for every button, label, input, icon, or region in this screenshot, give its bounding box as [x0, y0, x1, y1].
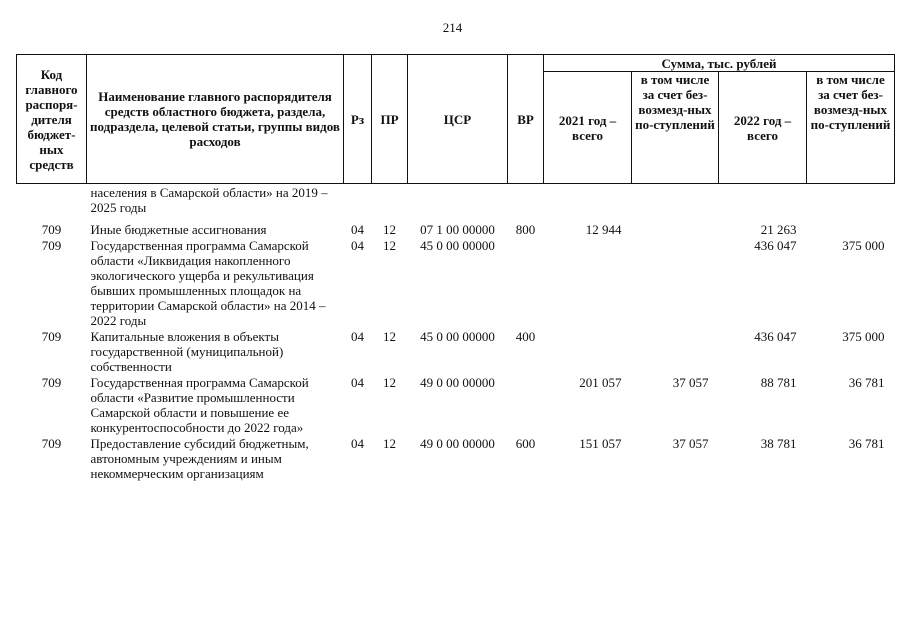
- cell-pr: 12: [383, 435, 396, 451]
- cell-2022-total: 21 263: [760, 221, 797, 237]
- cell-2021-total: [544, 184, 632, 222]
- cell-2021-total: 12 944: [585, 221, 622, 237]
- table-row: [17, 238, 895, 329]
- cell-rz: [344, 184, 372, 222]
- cell-2022-gratuitous: [807, 222, 895, 238]
- page-number: 214: [442, 20, 463, 35]
- cell-pr: [372, 184, 408, 222]
- cell-code: 709: [41, 435, 62, 451]
- cell-name: Государственная программа Самарской области «Ликвидация накопленного экологического ущерба и рекультивация бывших промышленных площадок на территории Самарской области» на 2014 – 2022 годы: [90, 237, 326, 328]
- cell-code: 709: [41, 221, 62, 237]
- cell-2021-gratuitous: 37 057: [672, 374, 709, 390]
- cell-2022-total: 88 781: [760, 374, 797, 390]
- cell-csr: 07 1 00 00000: [420, 221, 495, 237]
- cell-csr: 49 0 00 00000: [420, 374, 495, 390]
- cell-2021-total: 201 057: [579, 374, 622, 390]
- table-row: [17, 184, 895, 222]
- cell-name: Государственная программа Самарской области «Развитие промышленности Самарской области и повышение ее конкурентоспособности до 2022 года»: [90, 374, 309, 435]
- cell-2021-total: [544, 238, 632, 329]
- cell-rz: 04: [351, 374, 364, 390]
- header-rz: Рз: [344, 55, 372, 184]
- cell-2022-gratuitous: [807, 184, 895, 222]
- cell-rz: 04: [351, 221, 364, 237]
- header-sum-group: Сумма, тыс. рублей: [544, 55, 895, 72]
- header-pr: ПР: [372, 55, 408, 184]
- header-2021-gratuitous: в том числе за счет без-возмезд-ных по-ступлений: [632, 72, 719, 184]
- cell-pr: 12: [383, 237, 396, 253]
- cell-rz: 04: [351, 237, 364, 253]
- cell-2022-gratuitous: 36 781: [848, 374, 885, 390]
- header-name: Наименование главного распорядителя средств областного бюджета, раздела, подраздела, целевой статьи, группы видов расходов: [87, 55, 344, 184]
- table-row: [17, 329, 895, 375]
- cell-2022-gratuitous: 375 000: [842, 237, 885, 253]
- cell-2021-gratuitous: 37 057: [672, 435, 709, 451]
- header-2021-total: 2021 год – всего: [544, 72, 632, 184]
- cell-name: Предоставление субсидий бюджетным, автономным учреждениям и иным некоммерческим организациям: [90, 435, 309, 481]
- table-row: [17, 375, 895, 436]
- cell-2022-total: 38 781: [760, 435, 797, 451]
- cell-csr: [408, 184, 508, 222]
- cell-2022-total: 436 047: [754, 328, 797, 344]
- cell-vr: [508, 238, 544, 329]
- cell-2022-gratuitous: 375 000: [842, 328, 885, 344]
- cell-vr: 400: [515, 328, 536, 344]
- table-row: [17, 222, 895, 238]
- table-row: [17, 436, 895, 482]
- cell-name: Иные бюджетные ассигнования: [90, 221, 267, 237]
- cell-vr: 800: [515, 221, 536, 237]
- cell-rz: 04: [351, 328, 364, 344]
- cell-2021-gratuitous: [632, 184, 719, 222]
- header-2022-total: 2022 год – всего: [719, 72, 807, 184]
- cell-pr: 12: [383, 221, 396, 237]
- header-vr: ВР: [508, 55, 544, 184]
- cell-2021-gratuitous: [632, 329, 719, 375]
- cell-2021-total: [544, 329, 632, 375]
- budget-table: [16, 54, 895, 482]
- cell-code: [17, 184, 87, 222]
- header-csr: ЦСР: [408, 55, 508, 184]
- cell-csr: 45 0 00 00000: [420, 237, 495, 253]
- cell-2021-total: 151 057: [579, 435, 622, 451]
- cell-pr: 12: [383, 328, 396, 344]
- cell-csr: 49 0 00 00000: [420, 435, 495, 451]
- header-code: Код главного распоря-дителя бюджет-ных средств: [17, 55, 87, 184]
- cell-code: 709: [41, 237, 62, 253]
- cell-vr: 600: [515, 435, 536, 451]
- cell-vr: [508, 184, 544, 222]
- cell-rz: 04: [351, 435, 364, 451]
- cell-vr: [508, 375, 544, 436]
- cell-csr: 45 0 00 00000: [420, 328, 495, 344]
- cell-2022-total: [719, 184, 807, 222]
- cell-2021-gratuitous: [632, 222, 719, 238]
- cell-name: Капитальные вложения в объекты государственной (муниципальной) собственности: [90, 328, 284, 374]
- cell-pr: 12: [383, 374, 396, 390]
- table-header: [17, 55, 895, 184]
- cell-code: 709: [41, 374, 62, 390]
- header-2022-gratuitous: в том числе за счет без-возмезд-ных по-ступлений: [807, 72, 895, 184]
- cell-code: 709: [41, 328, 62, 344]
- cell-2021-gratuitous: [632, 238, 719, 329]
- cell-2022-total: 436 047: [754, 237, 797, 253]
- cell-2022-gratuitous: 36 781: [848, 435, 885, 451]
- table-body: [17, 184, 895, 482]
- cell-name: населения в Самарской области» на 2019 – 2025 годы: [90, 185, 328, 215]
